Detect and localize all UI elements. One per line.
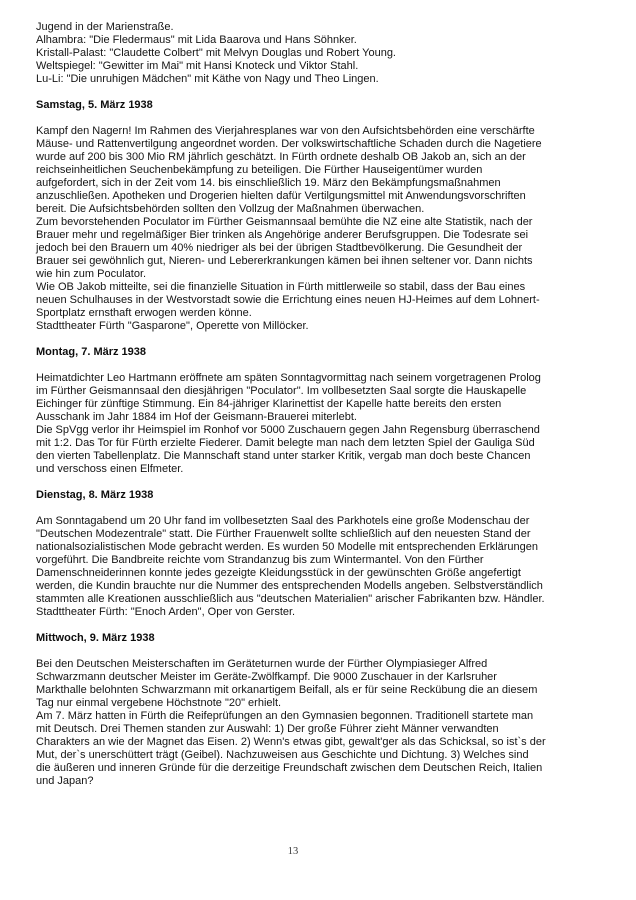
text-line: mit 1:2. Das Tor für Fürth erzielte Fiederer. Damit belegte man nach dem letzten Spiel der Gauliga Süd [36,437,535,449]
text-line: Markthalle belohnten Schwarzmann mit orkanartigem Beifall, als er für seine Reckübung die an diesem [36,684,538,696]
text-line: Eichinger für zünftige Stimmung. Ein 84-jähriger Klarinettist der Kapelle hatte bereits den ersten [36,398,502,410]
text-line: wie hin zum Poculator. [36,268,147,280]
paragraph [36,372,608,476]
text-line: Mut, der`s unerschüttert trägt (Geibel). Nachzuweisen aus Geschichte und Dichtung. 3) Welches sind [36,749,529,761]
text-line: Zum bevorstehenden Poculator im Fürther Geismannsaal bemühte die NZ eine alte Statistik, nach der [36,216,533,228]
date-heading: Montag, 7. März 1938 [36,346,147,358]
date-heading: Dienstag, 8. März 1938 [36,489,154,501]
text-line: reichseinheitlichen Seuchenbekämpfung zu beteiligen. Die Fürther Hauseigentümer wurden [36,164,483,176]
text-line: "Deutschen Modezentrale" statt. Die Fürther Frauenwelt sollte schließlich auf den neuesten Stand der [36,528,531,540]
text-line: werden, die Kundin brauchte nur die Nummer des entsprechenden Modells angeben. Selbstverständlich [36,580,543,592]
text-line: und Japan? [36,775,94,787]
text-line: Charakters an wie der Magnet das Eisen. 2) Wenn's etwas gibt, gewalt'ger als das Schicksal, so ist`s der [36,736,546,748]
text-line: Jugend in der Marienstraße. [36,21,174,33]
text-line: vorgeführt. Die Bandbreite reichte vom Strandanzug bis zum Wintermantel. Von den Fürther [36,554,484,566]
text-line: stammten alle Kreationen ausschließlich aus "deutschen Materialien" arischer Fabrikanten bzw. Händler. [36,593,545,605]
text-line: Kristall-Palast: "Claudette Colbert" mit Melvyn Douglas und Robert Young. [36,47,396,59]
text-line: Wie OB Jakob mitteilte, sei die finanzielle Situation in Fürth mittlerweile so stabil, dass der Bau eines [36,281,526,293]
text-line: neuen Schulhauses in der Westvorstadt sowie die Errichtung eines neuen HJ-Heimes auf dem Lohnert- [36,294,540,306]
text-line: mit Deutsch. Drei Themen standen zur Auswahl: 1) Der große Führer zieht Männer verwandten [36,723,499,735]
text-line: Stadttheater Fürth "Gasparone", Operette von Millöcker. [36,320,309,332]
page-number: 13 [287,846,299,857]
text-line: Schwarzmann deutscher Meister im Geräte-Zwölfkampf. Die 9000 Zuschauer in der Karlsruher [36,671,497,683]
text-line: Am 7. März hatten in Fürth die Reifeprüfungen an den Gymnasien begonnen. Traditionell startete man [36,710,534,722]
text-line: die äußeren und inneren Gründe für die derzeitige Freundschaft zwischen dem Deutschen Reich, Italien [36,762,543,774]
text-line: anzuschließen. Apotheken und Drogerien hielten dafür Vertilgungsmittel mit Anwendungsvorschriften [36,190,526,202]
text-line: bereit. Die Aufsichtsbehörden sollten den Vollzug der Maßnahmen überwachen. [36,203,425,215]
text-line: den vierten Tabellenplatz. Die Mannschaft stand unter starker Kritik, vergab man doch beste Chancen [36,450,531,462]
text-line: Brauer sei gewöhnlich gut, Nieren- und Lebererkrankungen kämen bei ihnen seltener vor. Dann nichts [36,255,533,267]
text-line: und verschoss einen Elfmeter. [36,463,184,475]
text-line: Am Sonntagabend um 20 Uhr fand im vollbesetzten Saal des Parkhotels eine große Modenschau der [36,515,530,527]
paragraph [36,658,608,788]
date-heading: Samstag, 5. März 1938 [36,99,153,111]
date-heading: Mittwoch, 9. März 1938 [36,632,155,644]
text-line: Damenschneiderinnen konnte jedes gezeigte Kleidungsstück in der gewünschten Größe angefertigt [36,567,521,579]
page-content [36,21,608,788]
text-line: Weltspiegel: "Gewitter im Mai" mit Hansi Knoteck und Viktor Stahl. [36,60,359,72]
text-line: im Fürther Geismannsaal den diesjährigen "Poculator". Im vollbesetzten Saal sorgte die Hauskapelle [36,385,527,397]
text-line: Ausschank im Jahr 1884 im Hof der Geismann-Brauerei miterlebt. [36,411,357,423]
text-line: Stadttheater Fürth: "Enoch Arden", Oper von Gerster. [36,606,296,618]
text-line: nationalsozialistischen Mode gebracht werden. Es wurden 50 Modelle mit entsprechenden Erklärungen [36,541,539,553]
text-line: wurde auf 200 bis 300 Mio RM jährlich geschätzt. In Fürth ordnete deshalb OB Jakob an, sich an der [36,151,526,163]
text-line: Sportplatz ernsthaft erwogen werden könne. [36,307,252,319]
text-line: Die SpVgg verlor ihr Heimspiel im Ronhof vor 5000 Zuschauern gegen Jahn Regensburg überraschend [36,424,540,436]
text-line: Bei den Deutschen Meisterschaften im Geräteturnen wurde der Fürther Olympiasieger Alfred [36,658,488,670]
text-line: Heimatdichter Leo Hartmann eröffnete am späten Sonntagvormittag nach seinem vorgetragenen Prolog [36,372,541,384]
text-line: Lu-Li: "Die unruhigen Mädchen" mit Käthe von Nagy und Theo Lingen. [36,73,379,85]
text-line: jedoch bei den Brauern um 40% niedriger als bei der übrigen Stadtbevölkerung. Die Gesundheit der [36,242,523,254]
paragraph [36,21,608,86]
paragraph [36,125,608,333]
text-line: Mäuse- und Rattenvertilgung angeordnet worden. Der volkswirtschaftliche Schaden durch die Nagetiere [36,138,542,150]
text-line: Tag nur einmal vergebene Höchstnote "20" erhielt. [36,697,282,709]
text-line: Kampf den Nagern! Im Rahmen des Vierjahresplanes war von den Aufsichtsbehörden eine verschärfte [36,125,535,137]
text-line: aufgefordert, sich in der Zeit vom 14. bis einschließlich 19. März den Bekämpfungsmaßnahmen [36,177,501,189]
paragraph [36,515,608,619]
text-line: Brauer mehr und regelmäßiger Bier trinken als Angehörige anderer Berufsgruppen. Die Todesrate sei [36,229,529,241]
text-line: Alhambra: "Die Fledermaus" mit Lida Baarova und Hans Söhnker. [36,34,357,46]
